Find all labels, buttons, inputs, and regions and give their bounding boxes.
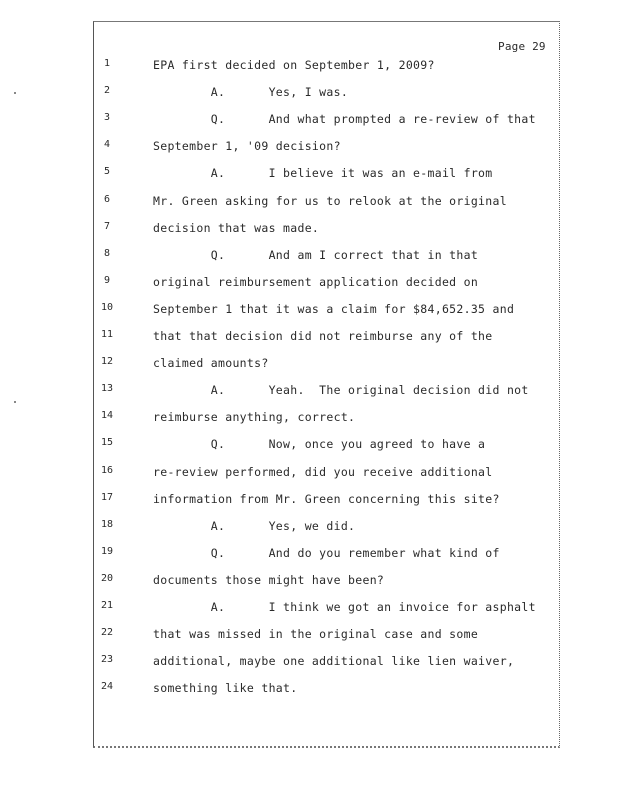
line-text: Mr. Green asking for us to relook at the original [153,194,507,208]
transcript-line [0,681,618,701]
transcript-line [0,329,618,349]
transcript-line [0,519,618,539]
transcript-line [0,654,618,674]
transcript-line [0,546,618,566]
line-text: that that decision did not reimburse any of the [153,329,493,343]
line-number: 13 [100,383,114,394]
line-number: 9 [103,275,111,286]
transcript-line [0,139,618,159]
transcript-line [0,194,618,214]
line-text: Q. And do you remember what kind of [153,546,500,560]
line-text: re-review performed, did you receive additional [153,465,493,479]
line-number: 10 [100,302,114,313]
transcript-line [0,410,618,430]
line-text: additional, maybe one additional like lien waiver, [153,654,515,668]
line-text: A. Yes, we did. [153,519,356,533]
line-text: A. I think we got an invoice for asphalt [153,600,536,614]
line-number: 24 [100,681,114,692]
line-text: claimed amounts? [153,356,269,370]
line-text: September 1, '09 decision? [153,139,341,153]
line-text: original reimbursement application decided on [153,275,479,289]
transcript-line [0,221,618,241]
line-number: 15 [100,437,114,448]
transcript-line [0,112,618,132]
transcript-line [0,573,618,593]
line-number: 2 [103,85,111,96]
line-text: Q. And am I correct that in that [153,248,479,262]
line-number: 4 [103,139,111,150]
line-number: 21 [100,600,114,611]
transcript-line [0,166,618,186]
line-text: that was missed in the original case and some [153,627,479,641]
transcript-line [0,302,618,322]
transcript-line [0,465,618,485]
transcript-line [0,437,618,457]
line-number: 18 [100,519,114,530]
line-text: A. Yeah. The original decision did not [153,383,529,397]
line-text: decision that was made. [153,221,320,235]
line-number: 7 [103,221,111,232]
line-number: 19 [100,546,114,557]
line-text: A. Yes, I was. [153,85,349,99]
transcript-line [0,492,618,512]
line-number: 16 [100,465,114,476]
line-text: reimburse anything, correct. [153,410,356,424]
line-text: EPA first decided on September 1, 2009? [153,58,435,72]
line-number: 6 [103,194,111,205]
transcript-line [0,627,618,647]
transcript-line [0,383,618,403]
transcript-line [0,600,618,620]
line-number: 11 [100,329,114,340]
line-text: Q. And what prompted a re-review of that [153,112,536,126]
transcript-line [0,356,618,376]
line-number: 23 [100,654,114,665]
line-text: information from Mr. Green concerning this site? [153,492,500,506]
line-number: 20 [100,573,114,584]
transcript-line [0,58,618,78]
line-number: 1 [103,58,111,69]
transcript-line [0,248,618,268]
line-text: something like that. [153,681,298,695]
page-number: Page 29 [498,40,546,53]
line-number: 14 [100,410,114,421]
line-number: 5 [103,166,111,177]
transcript-line [0,85,618,105]
line-number: 17 [100,492,114,503]
line-text: documents those might have been? [153,573,385,587]
transcript-line [0,275,618,295]
line-text: A. I believe it was an e-mail from [153,166,493,180]
line-number: 3 [103,112,111,123]
line-number: 22 [100,627,114,638]
line-number: 8 [103,248,111,259]
line-text: September 1 that it was a claim for $84,652.35 and [153,302,515,316]
line-number: 12 [100,356,114,367]
line-text: Q. Now, once you agreed to have a [153,437,486,451]
